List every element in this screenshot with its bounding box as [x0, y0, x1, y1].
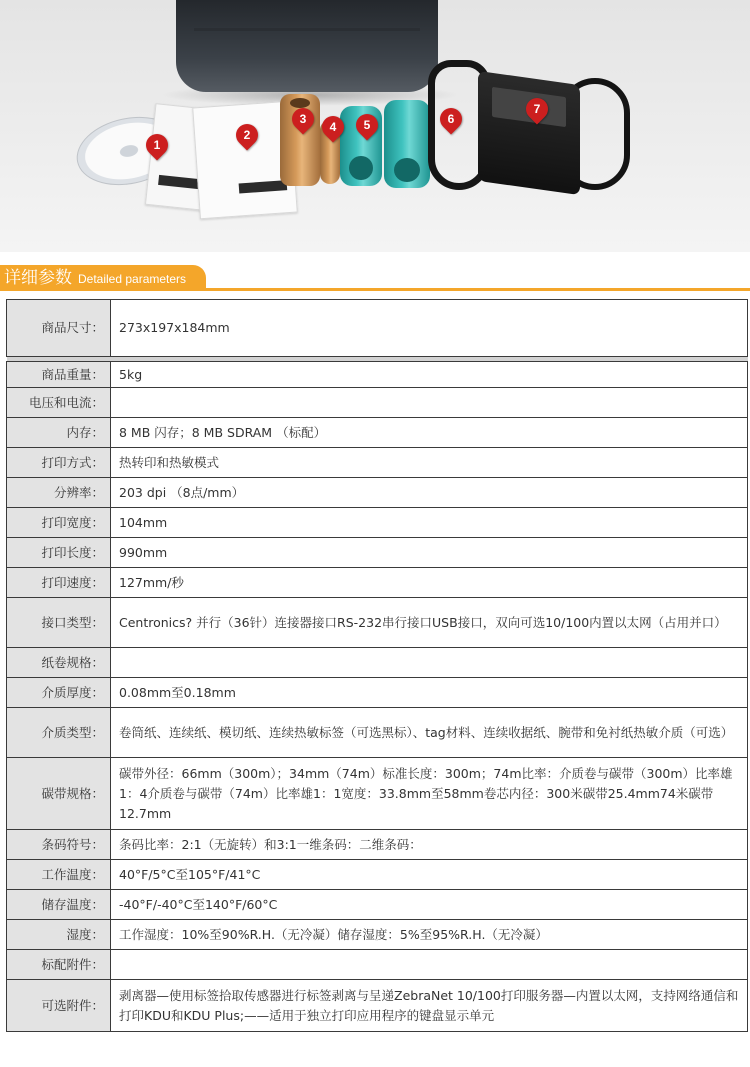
param-value	[111, 648, 748, 678]
marker-number: 3	[299, 112, 307, 126]
param-value: 工作湿度：10%至90%R.H.（无冷凝）储存湿度：5%至95%R.H.（无冷凝）	[111, 920, 748, 950]
marker-pin-icon	[146, 134, 168, 164]
param-label: 介质厚度：	[7, 678, 111, 708]
section-subtitle: Detailed parameters	[78, 272, 187, 286]
marker-pin-icon	[526, 98, 548, 128]
param-label: 湿度：	[7, 920, 111, 950]
table-row	[7, 508, 748, 538]
table-row	[7, 538, 748, 568]
marker-number: 2	[243, 128, 251, 142]
table-row	[7, 678, 748, 708]
param-value: -40°F/-40°C至140°F/60°C	[111, 890, 748, 920]
marker-number: 4	[329, 120, 337, 134]
table-row	[7, 418, 748, 448]
param-value: 卷筒纸、连续纸、模切纸、连续热敏标签（可选黑标）、tag材料、连续收据纸、腕带和免衬纸热敏介质（可选）	[111, 708, 748, 758]
param-label: 打印速度：	[7, 568, 111, 598]
param-label: 商品尺寸：	[7, 300, 111, 357]
param-value: 碳带外径：66mm（300m）；34mm（74m）标准长度：300m；74m比率：介质卷与碳带（300m）比率雄1：4介质卷与碳带（74m）比率雄1：1宽度：33.8mm至58mm卷芯内径：300米碳带25.4mm74米碳带 12.7mm	[111, 758, 748, 830]
table-row	[7, 648, 748, 678]
table-row	[7, 950, 748, 980]
printer-image	[176, 0, 438, 92]
marker-pin-icon	[440, 108, 462, 138]
marker-pin-icon	[236, 124, 258, 154]
param-label: 标配附件：	[7, 950, 111, 980]
marker-number: 5	[363, 118, 371, 132]
param-value: 8 MB 闪存；8 MB SDRAM （标配）	[111, 418, 748, 448]
param-value: 热转印和热敏模式	[111, 448, 748, 478]
product-accessories-photo	[0, 0, 750, 252]
table-row	[7, 980, 748, 1032]
table-row	[7, 478, 748, 508]
param-label: 打印方式：	[7, 448, 111, 478]
table-row	[7, 920, 748, 950]
marker-pin-icon	[322, 116, 344, 146]
param-value: 0.08mm至0.18mm	[111, 678, 748, 708]
table-row	[7, 890, 748, 920]
param-value: 剥离器—使用标签拾取传感器进行标签剥离与呈递ZebraNet 10/100打印服务器—内置以太网，支持网络通信和打印KDU和KDU Plus;——适用于独立打印应用程序的键盘显示单元	[111, 980, 748, 1032]
param-label: 可选附件：	[7, 980, 111, 1032]
param-value: 40°F/5°C至105°F/41°C	[111, 860, 748, 890]
param-value: 203 dpi （8点/mm）	[111, 478, 748, 508]
table-row	[7, 388, 748, 418]
marker-number: 7	[533, 102, 541, 116]
param-label: 分辨率：	[7, 478, 111, 508]
parameters-table	[6, 299, 748, 1032]
param-label: 工作温度：	[7, 860, 111, 890]
param-value	[111, 388, 748, 418]
section-tab	[0, 265, 206, 291]
marker-number: 1	[153, 138, 161, 152]
section-title: 详细参数	[4, 268, 72, 288]
ribbon-spool-image	[384, 100, 430, 188]
table-row	[7, 708, 748, 758]
param-label: 纸卷规格：	[7, 648, 111, 678]
table-row	[7, 860, 748, 890]
param-value: Centronics? 并行（36针）连接器接口RS-232串行接口USB接口，双向可选10/100内置以太网（占用并口）	[111, 598, 748, 648]
marker-number: 6	[447, 112, 455, 126]
param-label: 接口类型：	[7, 598, 111, 648]
marker-pin-icon	[292, 108, 314, 138]
table-row	[7, 300, 748, 357]
param-value: 127mm/秒	[111, 568, 748, 598]
param-label: 储存温度：	[7, 890, 111, 920]
param-value	[111, 950, 748, 980]
param-label: 条码符号：	[7, 830, 111, 860]
param-value: 104mm	[111, 508, 748, 538]
param-label: 打印长度：	[7, 538, 111, 568]
param-label: 内存：	[7, 418, 111, 448]
marker-pin-icon	[356, 114, 378, 144]
param-label: 商品重量：	[7, 362, 111, 388]
param-label: 介质类型：	[7, 708, 111, 758]
section-header	[0, 265, 750, 291]
power-adapter-image	[478, 71, 580, 195]
param-value: 273x197x184mm	[111, 300, 748, 357]
table-row	[7, 362, 748, 388]
table-row	[7, 448, 748, 478]
table-row	[7, 598, 748, 648]
param-label: 电压和电流：	[7, 388, 111, 418]
param-value: 990mm	[111, 538, 748, 568]
table-row	[7, 568, 748, 598]
param-label: 碳带规格：	[7, 758, 111, 830]
param-value: 5kg	[111, 362, 748, 388]
param-label: 打印宽度：	[7, 508, 111, 538]
table-row	[7, 758, 748, 830]
param-value: 条码比率：2:1（无旋转）和3:1一维条码：二维条码：	[111, 830, 748, 860]
table-row	[7, 830, 748, 860]
